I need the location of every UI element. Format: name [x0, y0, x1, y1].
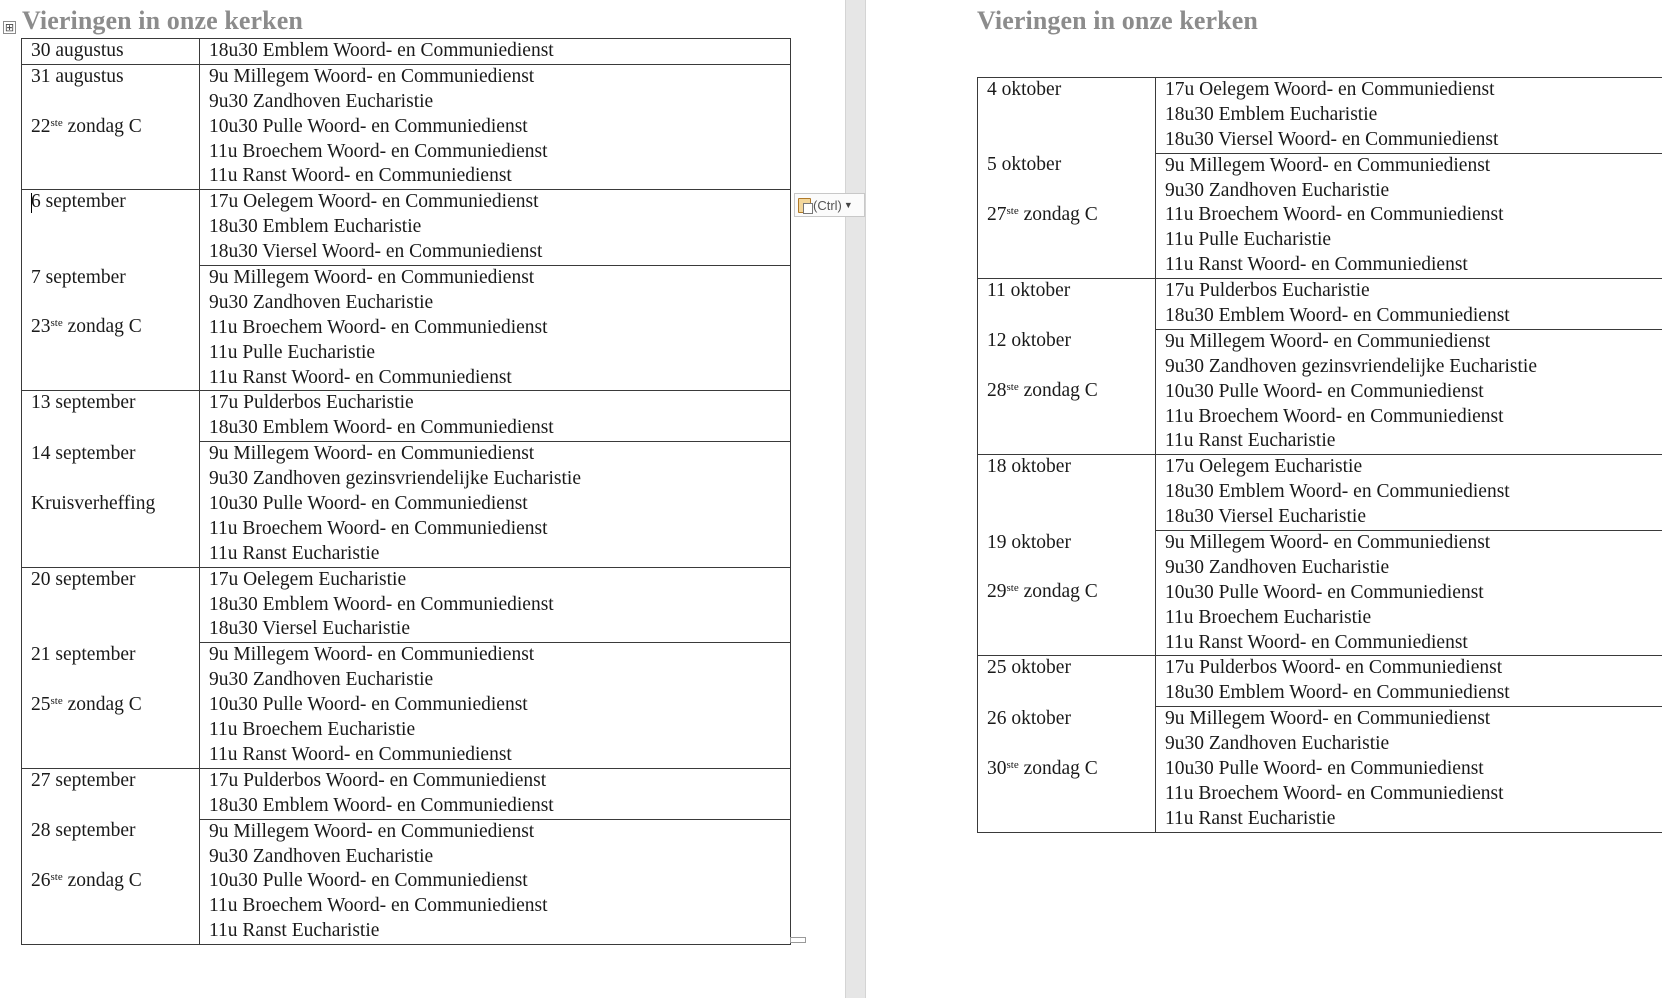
- date-cell[interactable]: [22, 442, 200, 567]
- service-line: 10u30 Pulle Woord- en Communiedienst: [209, 870, 528, 892]
- schedule-row: [22, 442, 791, 567]
- service-line: 10u30 Pulle Woord- en Communiedienst: [1165, 380, 1484, 402]
- services-cell[interactable]: [200, 643, 791, 768]
- liturgical-day-label: [31, 315, 199, 340]
- paste-options-button[interactable]: [794, 193, 865, 217]
- service-line: 9u Millegem Woord- en Communiedienst: [209, 820, 535, 842]
- spacer-line: [31, 668, 199, 693]
- services-cell[interactable]: [1156, 656, 1662, 707]
- liturgical-day-label: [987, 203, 1155, 228]
- service-line: 11u Ranst Woord- en Communiedienst: [1165, 631, 1468, 653]
- schedule-row: [978, 279, 1662, 330]
- sunday-number: 22: [31, 115, 51, 137]
- ordinal-suffix: ste: [1006, 381, 1019, 394]
- service-line: 11u Broechem Woord- en Communiedienst: [209, 895, 548, 917]
- date-label: 4 oktober: [987, 79, 1062, 100]
- services-cell[interactable]: [200, 567, 791, 643]
- schedule-row: [978, 78, 1662, 154]
- date-cell[interactable]: [22, 567, 200, 643]
- page-gutter: [845, 0, 866, 998]
- service-line: 9u30 Zandhoven gezinsvriendelijke Eucharistie: [209, 468, 582, 490]
- date-cell[interactable]: [978, 656, 1156, 707]
- sunday-label: zondag C: [62, 316, 142, 338]
- service-line: 9u30 Zandhoven Eucharistie: [209, 845, 434, 867]
- schedule-row: [22, 391, 791, 442]
- date-cell[interactable]: [978, 707, 1156, 832]
- service-line: 11u Ranst Woord- en Communiedienst: [209, 743, 512, 765]
- service-line: 11u Broechem Woord- en Communiedienst: [209, 517, 548, 539]
- date-label: 18 oktober: [987, 456, 1071, 478]
- service-line: 9u Millegem Woord- en Communiedienst: [1165, 532, 1491, 554]
- liturgical-day-label: [31, 693, 199, 718]
- service-line: 11u Ranst Eucharistie: [209, 542, 380, 564]
- service-line: 9u30 Zandhoven Eucharistie: [1165, 179, 1390, 201]
- service-line: 9u30 Zandhoven Eucharistie: [209, 669, 434, 691]
- service-line: 18u30 Emblem Woord- en Communiedienst: [209, 417, 554, 439]
- schedule-row: [978, 153, 1662, 278]
- date-label: 12 oktober: [987, 330, 1071, 352]
- service-line: 11u Ranst Woord- en Communiedienst: [1165, 254, 1468, 276]
- date-cell[interactable]: [978, 279, 1156, 330]
- liturgical-day-label: [31, 115, 199, 140]
- date-label: 14 september: [31, 442, 136, 464]
- services-cell[interactable]: [200, 442, 791, 567]
- sunday-number: 29: [987, 581, 1007, 603]
- service-line: 18u30 Emblem Woord- en Communiedienst: [1165, 481, 1510, 503]
- service-line: 18u30 Viersel Woord- en Communiedienst: [209, 241, 543, 263]
- chevron-down-icon: ▼: [843, 200, 853, 210]
- service-line: 18u30 Emblem Woord- en Communiedienst: [209, 794, 554, 816]
- service-line: 18u30 Emblem Eucharistie: [209, 216, 422, 238]
- spacer-line: [987, 555, 1155, 580]
- ordinal-suffix: ste: [1006, 582, 1019, 595]
- date-label: 7 september: [31, 266, 126, 288]
- liturgical-day-label: [987, 580, 1155, 605]
- services-cell[interactable]: [1156, 153, 1662, 278]
- paste-options-label: (Ctrl): [813, 197, 842, 213]
- spacer-line: [31, 290, 199, 315]
- ordinal-suffix: ste: [50, 870, 63, 883]
- liturgical-day-label: Kruisverheffing: [31, 492, 156, 514]
- schedule-row: [22, 768, 791, 819]
- date-label: 19 oktober: [987, 531, 1071, 553]
- date-cell[interactable]: [978, 455, 1156, 531]
- schedule-row: [978, 531, 1662, 656]
- service-line: 11u Pulle Eucharistie: [209, 341, 376, 363]
- service-line: 11u Broechem Woord- en Communiedienst: [1165, 204, 1504, 226]
- date-label: 27 september: [31, 769, 136, 791]
- spacer-line: [31, 467, 199, 492]
- schedule-table-right[interactable]: [977, 77, 1662, 833]
- services-cell[interactable]: [1156, 279, 1662, 330]
- services-cell[interactable]: [200, 39, 791, 65]
- date-label: 6 september: [31, 191, 126, 213]
- services-cell[interactable]: [1156, 455, 1662, 531]
- schedule-row: [978, 329, 1662, 454]
- service-line: 9u30 Zandhoven Eucharistie: [209, 291, 434, 313]
- ordinal-suffix: ste: [50, 694, 63, 707]
- services-cell[interactable]: [200, 819, 791, 944]
- service-line: 9u Millegem Woord- en Communiedienst: [209, 443, 535, 465]
- services-cell[interactable]: [200, 64, 791, 189]
- ordinal-suffix: ste: [1006, 758, 1019, 771]
- ordinal-suffix: ste: [50, 116, 63, 129]
- service-line: 17u Pulderbos Woord- en Communiedienst: [209, 769, 547, 791]
- sunday-number: 25: [31, 693, 51, 715]
- spacer-line: [31, 844, 199, 869]
- service-line: 9u30 Zandhoven Eucharistie: [209, 90, 434, 112]
- services-cell[interactable]: [1156, 707, 1662, 832]
- service-line: 11u Ranst Eucharistie: [1165, 807, 1336, 829]
- service-line: 10u30 Pulle Woord- en Communiedienst: [209, 694, 528, 716]
- service-line: 11u Broechem Woord- en Communiedienst: [209, 140, 548, 162]
- date-label: 25 oktober: [987, 657, 1071, 679]
- page-heading-right: Vieringen in onze kerken: [977, 6, 1258, 35]
- sunday-label: zondag C: [1018, 581, 1098, 603]
- service-line: 10u30 Pulle Woord- en Communiedienst: [1165, 758, 1484, 780]
- date-cell[interactable]: [978, 153, 1156, 278]
- service-line: 17u Oelegem Woord- en Communiedienst: [1165, 79, 1495, 100]
- sunday-number: 28: [987, 380, 1007, 402]
- date-label: 20 september: [31, 568, 136, 590]
- service-line: 18u30 Emblem Woord- en Communiedienst: [1165, 305, 1510, 327]
- schedule-row: [978, 707, 1662, 832]
- service-line: 18u30 Viersel Woord- en Communiedienst: [1165, 128, 1499, 150]
- spacer-line: [987, 354, 1155, 379]
- service-line: 9u Millegem Woord- en Communiedienst: [1165, 330, 1491, 352]
- date-cell[interactable]: [22, 643, 200, 768]
- date-label: 21 september: [31, 643, 136, 665]
- spacer-line: [987, 178, 1155, 203]
- service-line: 9u Millegem Woord- en Communiedienst: [1165, 708, 1491, 730]
- date-label: 28 september: [31, 820, 136, 842]
- service-line: 10u30 Pulle Woord- en Communiedienst: [209, 115, 528, 137]
- services-cell[interactable]: [200, 391, 791, 442]
- services-cell[interactable]: [200, 768, 791, 819]
- service-line: 11u Ranst Eucharistie: [209, 920, 380, 942]
- service-line: 9u Millegem Woord- en Communiedienst: [1165, 154, 1491, 176]
- service-line: 18u30 Emblem Woord- en Communiedienst: [209, 593, 554, 615]
- schedule-table-left[interactable]: [21, 38, 791, 945]
- liturgical-day-label: [987, 757, 1155, 782]
- schedule-row: [22, 567, 791, 643]
- service-line: 9u30 Zandhoven Eucharistie: [1165, 733, 1390, 755]
- service-line: 11u Pulle Eucharistie: [1165, 229, 1332, 251]
- schedule-row: [22, 64, 791, 189]
- date-cell[interactable]: [22, 391, 200, 442]
- spacer-line: [987, 732, 1155, 757]
- service-line: 18u30 Viersel Eucharistie: [209, 618, 410, 640]
- services-cell[interactable]: [1156, 78, 1662, 154]
- service-line: 9u Millegem Woord- en Communiedienst: [209, 267, 535, 289]
- clipboard-icon: [798, 198, 811, 213]
- schedule-row: [978, 656, 1662, 707]
- liturgical-day-label: [31, 869, 199, 894]
- service-line: 18u30 Emblem Woord- en Communiedienst: [209, 40, 554, 61]
- page-heading-left: Vieringen in onze kerken: [22, 6, 303, 35]
- service-line: 17u Oelegem Eucharistie: [1165, 456, 1363, 478]
- date-label: 5 oktober: [987, 154, 1062, 176]
- service-line: 11u Ranst Eucharistie: [1165, 430, 1336, 452]
- sunday-number: 23: [31, 316, 51, 338]
- date-label: 26 oktober: [987, 707, 1071, 729]
- sunday-number: 27: [987, 203, 1007, 225]
- services-cell[interactable]: [1156, 531, 1662, 656]
- date-label: 13 september: [31, 392, 136, 414]
- service-line: 17u Pulderbos Eucharistie: [209, 392, 414, 414]
- ordinal-suffix: ste: [50, 317, 63, 330]
- date-cell[interactable]: [978, 329, 1156, 454]
- sunday-number: 30: [987, 757, 1007, 779]
- sunday-label: zondag C: [62, 869, 142, 891]
- service-line: 18u30 Viersel Eucharistie: [1165, 506, 1366, 528]
- services-cell[interactable]: [200, 266, 791, 391]
- services-cell[interactable]: [1156, 329, 1662, 454]
- sunday-label: zondag C: [1018, 203, 1098, 225]
- schedule-row: [22, 39, 791, 65]
- document-page-right[interactable]: [866, 0, 1662, 998]
- service-line: 10u30 Pulle Woord- en Communiedienst: [209, 493, 528, 515]
- service-line: 11u Broechem Woord- en Communiedienst: [1165, 405, 1504, 427]
- date-cell[interactable]: [22, 266, 200, 391]
- date-label: 11 oktober: [987, 280, 1071, 302]
- schedule-row: [978, 455, 1662, 531]
- service-line: 9u Millegem Woord- en Communiedienst: [209, 65, 535, 87]
- service-line: 11u Broechem Eucharistie: [1165, 606, 1372, 628]
- ordinal-suffix: ste: [1006, 204, 1019, 217]
- services-cell[interactable]: [200, 190, 791, 266]
- service-line: 11u Broechem Eucharistie: [209, 719, 416, 741]
- schedule-row: [22, 190, 791, 266]
- service-line: 17u Oelegem Woord- en Communiedienst: [209, 191, 539, 213]
- date-cell[interactable]: [22, 819, 200, 944]
- sunday-label: zondag C: [1018, 757, 1098, 779]
- sunday-label: zondag C: [62, 115, 142, 137]
- date-cell[interactable]: [978, 531, 1156, 656]
- service-line: 10u30 Pulle Woord- en Communiedienst: [1165, 581, 1484, 603]
- table-move-handle-icon[interactable]: ⊞: [4, 21, 15, 34]
- service-line: 18u30 Emblem Woord- en Communiedienst: [1165, 682, 1510, 704]
- liturgical-day-label: [987, 379, 1155, 404]
- date-cell[interactable]: [978, 78, 1156, 154]
- service-line: 11u Broechem Woord- en Communiedienst: [209, 316, 548, 338]
- sunday-number: 26: [31, 869, 51, 891]
- service-line: 11u Ranst Woord- en Communiedienst: [209, 165, 512, 187]
- table-resize-handle[interactable]: [790, 937, 806, 943]
- sunday-label: zondag C: [62, 693, 142, 715]
- date-label: 31 augustus: [31, 65, 124, 87]
- schedule-row: [22, 819, 791, 944]
- service-line: 17u Pulderbos Woord- en Communiedienst: [1165, 657, 1503, 679]
- date-cell[interactable]: [22, 768, 200, 819]
- service-line: 9u30 Zandhoven gezinsvriendelijke Eucharistie: [1165, 355, 1538, 377]
- service-line: 11u Broechem Woord- en Communiedienst: [1165, 782, 1504, 804]
- date-cell[interactable]: [22, 39, 200, 65]
- date-cell[interactable]: [22, 190, 200, 266]
- date-cell[interactable]: [22, 64, 200, 189]
- sunday-label: zondag C: [1018, 380, 1098, 402]
- service-line: 9u30 Zandhoven Eucharistie: [1165, 556, 1390, 578]
- service-line: 11u Ranst Woord- en Communiedienst: [209, 366, 512, 388]
- spacer-line: [31, 90, 199, 115]
- service-line: 17u Oelegem Eucharistie: [209, 568, 407, 590]
- service-line: 9u Millegem Woord- en Communiedienst: [209, 644, 535, 666]
- date-label: 30 augustus: [31, 40, 124, 61]
- schedule-row: [22, 643, 791, 768]
- service-line: 17u Pulderbos Eucharistie: [1165, 280, 1370, 302]
- service-line: 18u30 Emblem Eucharistie: [1165, 103, 1378, 125]
- schedule-row: [22, 266, 791, 391]
